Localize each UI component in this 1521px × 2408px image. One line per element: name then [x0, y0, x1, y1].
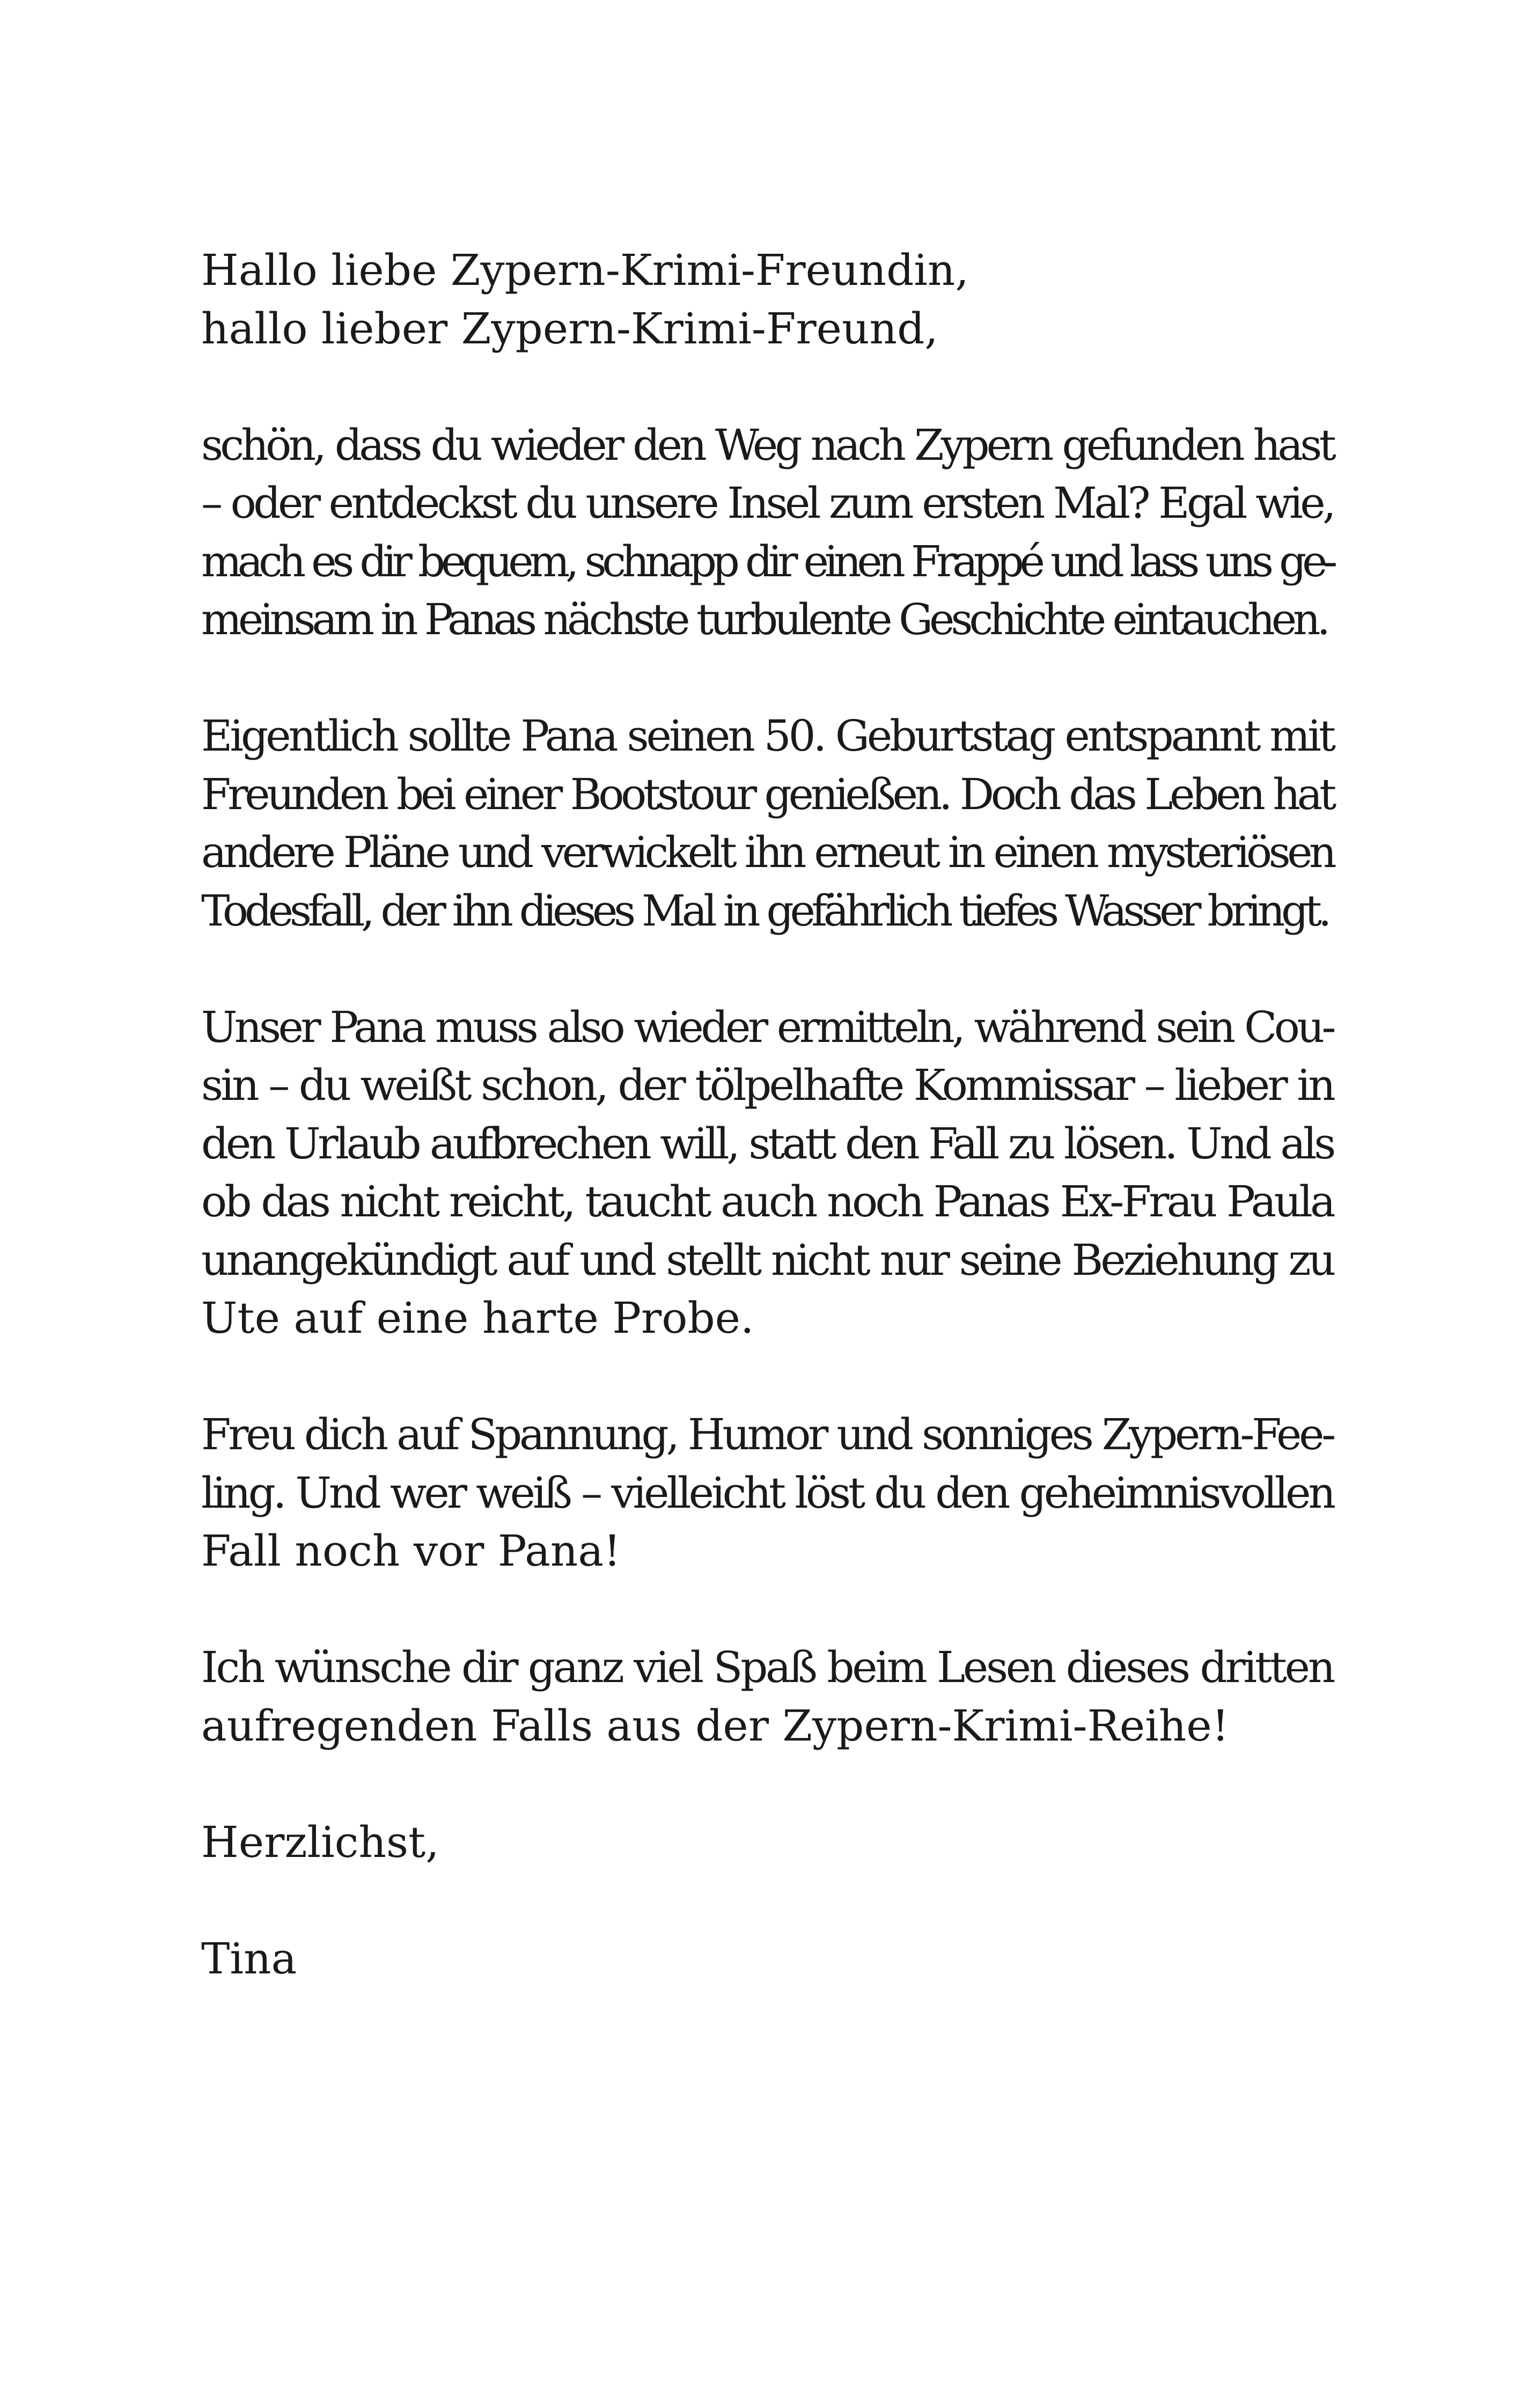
greeting-line: Hallo liebe Zypern-Krimi-Freundin, — [201, 245, 969, 295]
paragraph-intro — [201, 416, 1333, 649]
greeting — [201, 241, 1333, 358]
text-line: Ich wünsche dir ganz viel Spaß beim Lesen dieses dritten — [201, 1642, 1333, 1692]
paragraph-spacer — [201, 1871, 1333, 1930]
paragraph-wishes — [201, 1639, 1333, 1755]
paragraph-spacer — [201, 1581, 1333, 1639]
text-line: meinsam in Panas nächste turbulente Geschichte eintauchen. — [201, 594, 1327, 644]
text-line: – oder entdeckst du unsere Insel zum ersten Mal? Egal wie, — [201, 478, 1333, 528]
text-line: unangekündigt auf und stellt nicht nur seine Beziehung zu — [201, 1235, 1333, 1285]
text-line: mach es dir bequem, schnapp dir einen Frappé und lass uns ge- — [201, 536, 1333, 586]
paragraph-anticipation — [201, 1406, 1333, 1581]
signature-name: Tina — [201, 1933, 297, 1984]
closing — [201, 1814, 1333, 1872]
letter-body — [201, 241, 1333, 1988]
signature — [201, 1930, 1333, 1988]
paragraph-spacer — [201, 940, 1333, 999]
text-line: schön, dass du wieder den Weg nach Zypern gefunden hast — [201, 420, 1333, 470]
text-line: Ute auf eine harte Probe. — [201, 1293, 754, 1343]
text-line: ling. Und wer weiß – vielleicht löst du den geheimnisvollen — [201, 1467, 1333, 1518]
text-line: andere Pläne und verwickelt ihn erneut in einen mysteriösen — [201, 827, 1333, 877]
text-line: sin – du weißt schon, der tölpelhafte Kommissar – lieber in — [201, 1060, 1333, 1110]
paragraph-spacer — [201, 1755, 1333, 1814]
text-line: Freunden bei einer Bootstour genießen. Doch das Leben hat — [201, 769, 1333, 819]
paragraph-investigation — [201, 999, 1333, 1348]
text-line: den Urlaub aufbrechen will, statt den Fall zu lösen. Und als — [201, 1118, 1333, 1169]
paragraph-spacer — [201, 358, 1333, 416]
paragraph-spacer — [201, 649, 1333, 708]
text-line: Eigentlich sollte Pana seinen 50. Geburtstag entspannt mit — [201, 711, 1333, 761]
greeting-line: hallo lieber Zypern-Krimi-Freund, — [201, 303, 938, 354]
text-line: ob das nicht reicht, taucht auch noch Panas Ex-Frau Paula — [201, 1177, 1333, 1227]
paragraph-plot — [201, 707, 1333, 940]
paragraph-spacer — [201, 1348, 1333, 1406]
text-line: aufregenden Falls aus der Zypern-Krimi-Reihe! — [201, 1700, 1229, 1751]
text-line: Freu dich auf Spannung, Humor und sonniges Zypern-Fee- — [201, 1409, 1333, 1459]
text-line: Unser Pana muss also wieder ermitteln, während sein Cou- — [201, 1002, 1333, 1052]
text-line: Fall noch vor Pana! — [201, 1526, 621, 1576]
text-line: Todesfall, der ihn dieses Mal in gefährlich tiefes Wasser bringt. — [201, 885, 1328, 936]
closing-line: Herzlichst, — [201, 1817, 439, 1867]
